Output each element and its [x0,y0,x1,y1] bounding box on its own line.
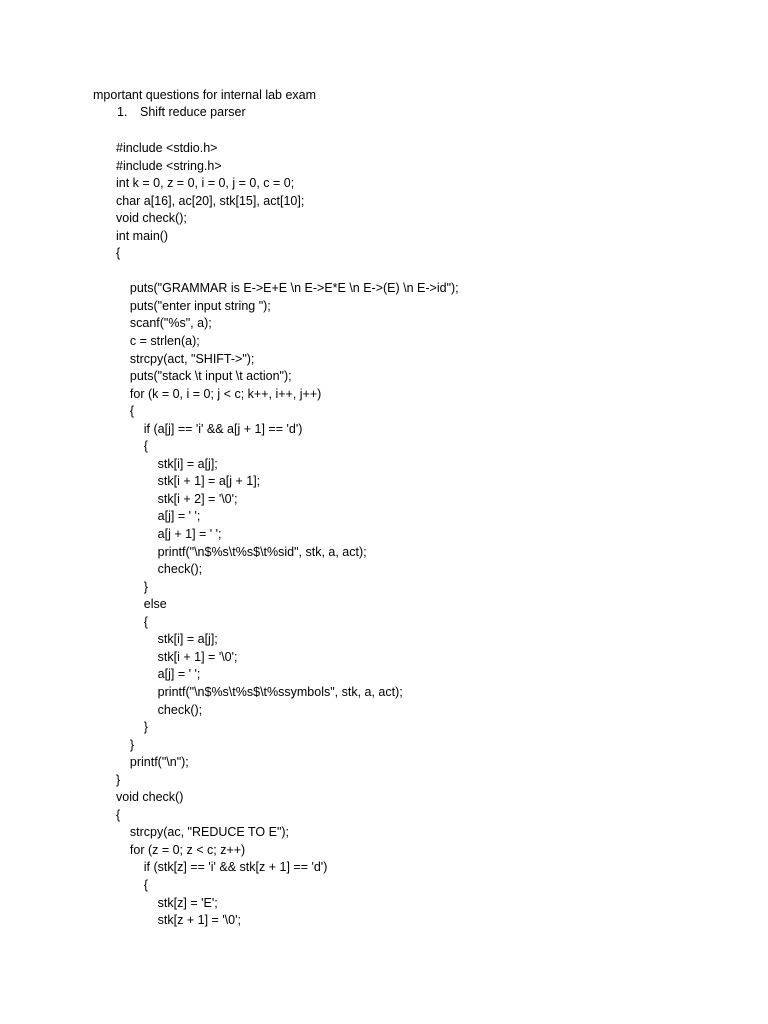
code-line: int k = 0, z = 0, i = 0, j = 0, c = 0; [116,176,295,191]
code-line: void check() [116,790,184,805]
code-line: puts("GRAMMAR is E->E+E \n E->E*E \n E->(E) \n E->id"); [116,281,459,296]
code-line: for (z = 0; z < c; z++) [116,842,246,857]
code-line: if (a[j] == 'i' && a[j + 1] == 'd') [116,421,303,436]
code-line: { [116,614,148,629]
code-line: { [116,246,121,261]
code-line: puts("stack \t input \t action"); [116,369,292,384]
code-line: #include <stdio.h> [116,141,218,155]
code-line: stk[i + 1] = a[j + 1]; [116,474,261,489]
code-line: puts("enter input string "); [116,298,271,313]
code-line: #include <string.h> [116,158,222,173]
code-line: { [116,877,148,892]
code-line: { [116,404,135,419]
document-title: mportant questions for internal lab exam [93,88,317,102]
code-line: char a[16], ac[20], stk[15], act[10]; [116,193,305,208]
code-line [116,263,459,281]
code-line: } [116,737,135,752]
list-item-number: 1. [117,105,128,119]
code-line: else [116,597,167,612]
code-line: stk[i + 1] = '\0'; [116,649,238,664]
code-line: } [116,720,148,735]
code-line: a[j] = ' '; [116,667,201,682]
code-line: check(); [116,562,203,577]
code-line: } [116,579,148,594]
code-line: printf("\n"); [116,755,189,770]
code-line: check(); [116,702,203,717]
code-line: a[j] = ' '; [116,509,201,524]
code-line: stk[z + 1] = '\0'; [116,913,241,928]
list-item-label: Shift reduce parser [140,105,246,119]
code-line: void check(); [116,211,187,226]
code-line: } [116,772,121,787]
code-line: for (k = 0, i = 0; j < c; k++, i++, j++) [116,386,322,401]
code-line: stk[i] = a[j]; [116,632,218,647]
code-line: if (stk[z] == 'i' && stk[z + 1] == 'd') [116,860,328,875]
code-line: printf("\n$%s\t%s$\t%ssymbols", stk, a, act); [116,684,403,699]
code-line: { [116,439,148,454]
code-line: printf("\n$%s\t%s$\t%sid", stk, a, act); [116,544,367,559]
code-listing [116,140,459,930]
code-line: scanf("%s", a); [116,316,212,331]
code-line: a[j + 1] = ' '; [116,527,222,542]
code-line: stk[z] = 'E'; [116,895,218,910]
code-line: int main() [116,228,169,243]
code-line: stk[i] = a[j]; [116,456,218,471]
code-line: stk[i + 2] = '\0'; [116,491,238,506]
code-line: c = strlen(a); [116,334,200,349]
code-line: strcpy(act, "SHIFT->"); [116,351,255,366]
code-line: strcpy(ac, "REDUCE TO E"); [116,825,290,840]
code-line: { [116,807,121,822]
